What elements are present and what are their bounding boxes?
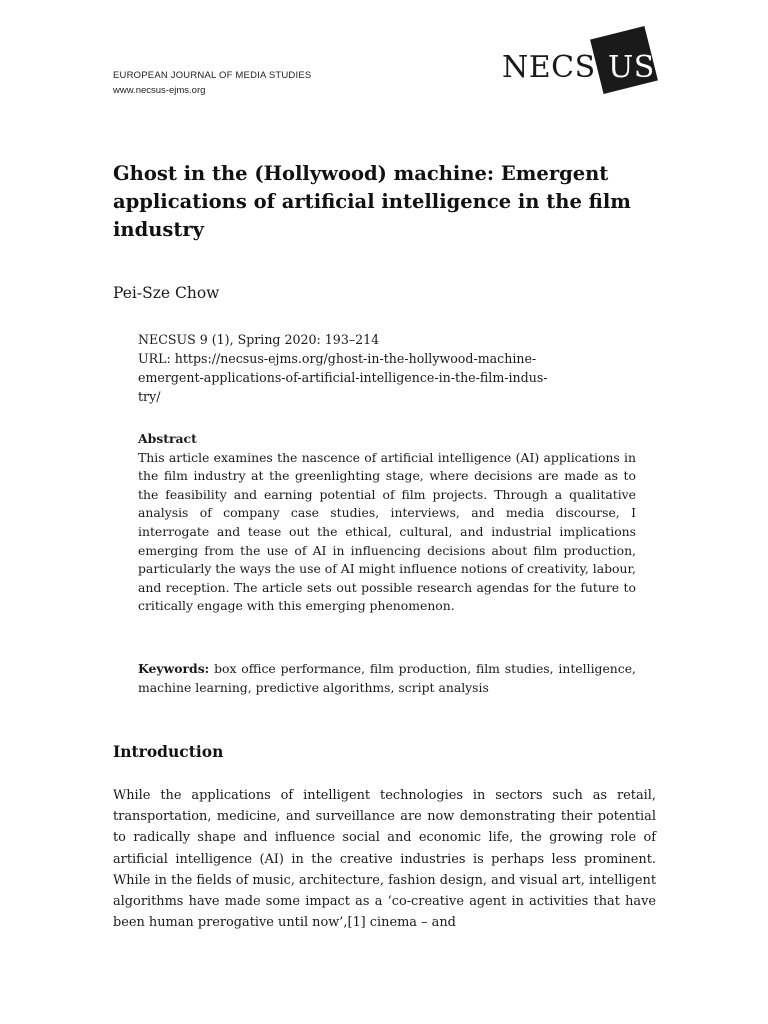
logo-text-right: US <box>608 50 655 85</box>
journal-name: EUROPEAN JOURNAL OF MEDIA STUDIES <box>113 70 312 81</box>
abstract-text: This article examines the nascence of artificial intelligence (AI) applications in the film industry at the greenlighting stage, where decisions are made as to the feasibility and earning potential of film projects. Through a qualitative analysis of company case studies, interviews, and media discourse, I interrogate and tease out the ethical, cultural, and industrial implications emerging from the use of AI in influencing decisions about film production, particularly the ways the use of AI might influence notions of creativity, labour, and reception. The article sets out possible research agendas for the future to critically engage with this emerging phenomenon. <box>138 449 636 614</box>
necsus-logo <box>498 28 663 94</box>
introduction-paragraph: While the applications of intelligent technologies in sectors such as retail, transportation, medicine, and surveillance are now demonstrating their potential to radically shape and influence social and economic life, the growing role of artificial intelligence (AI) in the creative industries is perhaps less prominent. While in the fields of music, architecture, fashion design, and visual art, intelligent algorithms have made some impact as a ‘co-creative agent in activities that have been human prerogative until now’,[1] cinema – and <box>113 788 656 931</box>
url-line-2[interactable]: emergent-applications-of-artificial-intelligence-in-the-film-indus- <box>138 370 548 385</box>
keywords-text: box office performance, film production, film studies, intelligence, machine learning, predictive algorithms, script analysis <box>138 661 636 695</box>
section-heading-introduction: Introduction <box>113 742 224 761</box>
abstract-block <box>138 430 636 616</box>
keywords-block <box>138 659 636 697</box>
keywords-label: Keywords: <box>138 661 210 676</box>
url-line-1[interactable]: URL: https://necsus-ejms.org/ghost-in-the-hollywood-machine- <box>138 351 537 366</box>
citation-line: NECSUS 9 (1), Spring 2020: 193–214 <box>138 332 380 347</box>
citation-block <box>138 330 638 406</box>
abstract-heading: Abstract <box>138 431 197 446</box>
url-line-3[interactable]: try/ <box>138 389 161 404</box>
journal-url[interactable]: www.necsus-ejms.org <box>113 85 206 96</box>
article-title: Ghost in the (Hollywood) machine: Emergent applications of artificial intelligence in the film industry <box>113 162 631 241</box>
logo-text-left: NECS <box>502 50 596 85</box>
article-author: Pei-Sze Chow <box>113 284 220 302</box>
